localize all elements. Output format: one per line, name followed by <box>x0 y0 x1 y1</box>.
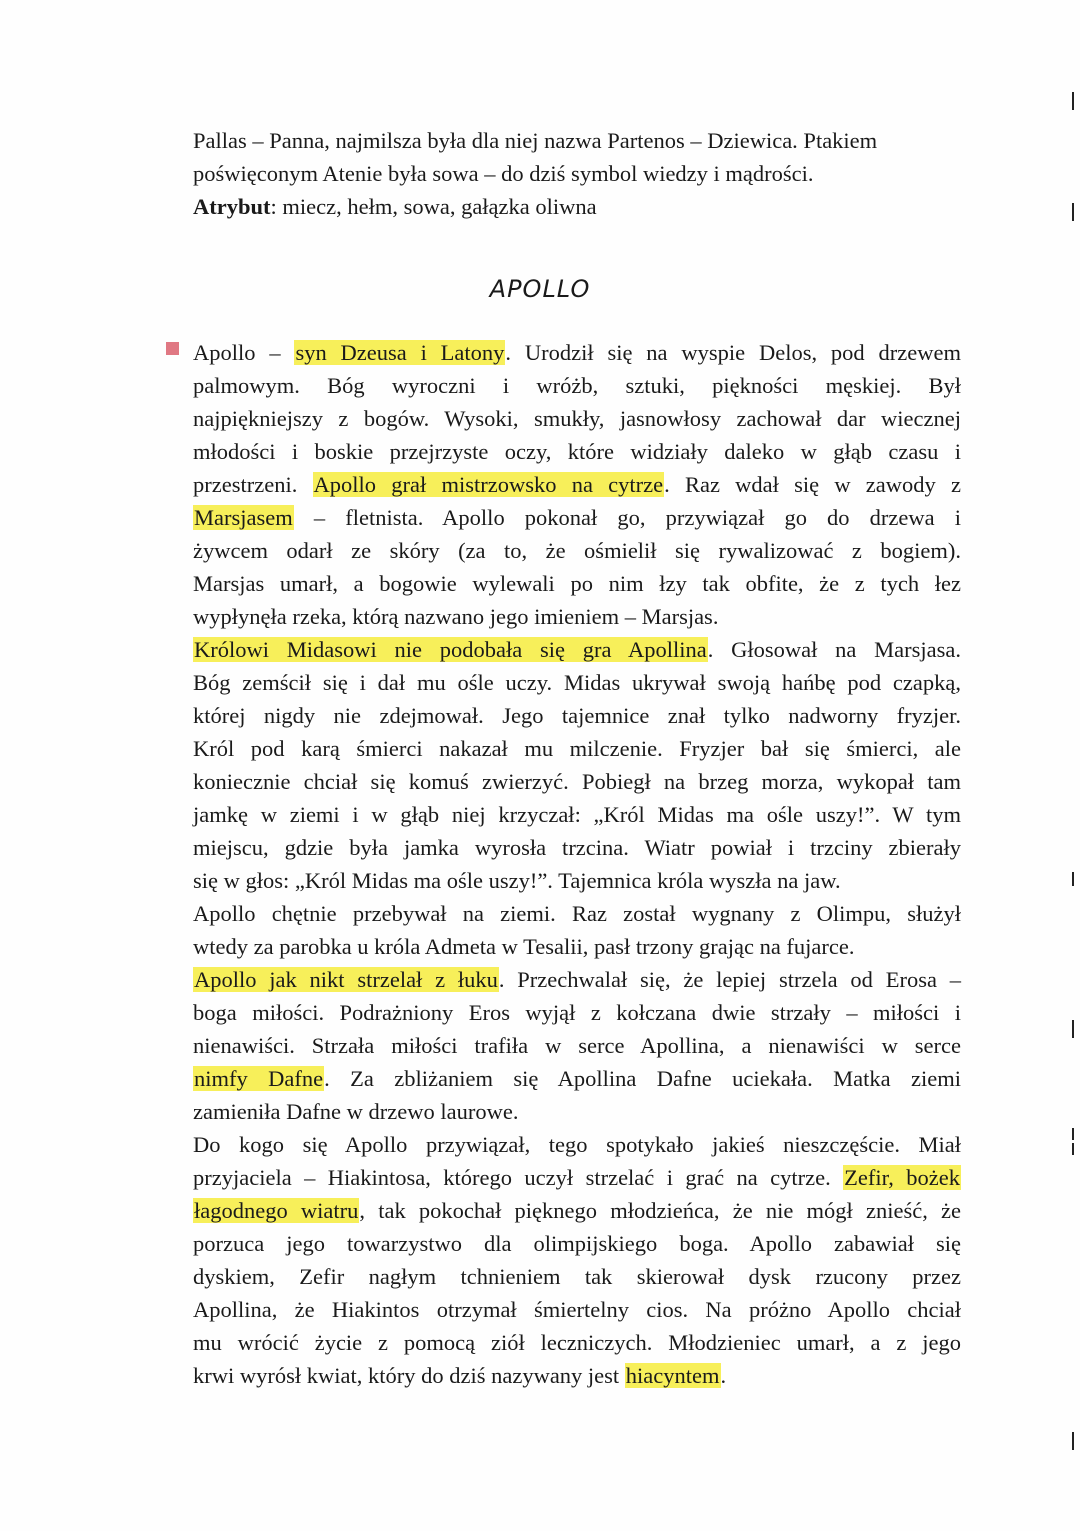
text-line: wypłynęła rzeka, którą nazwano jego imieniem – Marsjas. <box>193 604 719 629</box>
text-line <box>193 1062 961 1095</box>
highlight: Królowi Midasowi nie podobała się gra Apollina <box>194 637 707 662</box>
scan-edge-mark <box>1072 203 1074 221</box>
text-span: . Urodził się na wyspie Delos, pod drzewem <box>505 340 961 365</box>
text-line: nienawiści. Strzała miłości trafiła w serce Apollina, a nienawiści w serce <box>193 1033 961 1058</box>
scan-edge-mark <box>1072 92 1074 110</box>
attribute-line <box>193 190 961 223</box>
text-line: jamkę w ziemi i w głąb niej krzyczał: „Król Midas ma ośle uszy!”. W tym <box>193 802 961 827</box>
highlight: hiacyntem <box>625 1363 720 1388</box>
scan-edge-mark <box>1072 872 1074 886</box>
text-line: żywcem odarł ze skóry (za to, że ośmielił się rywalizować z bogiem). <box>193 538 961 563</box>
text-line: najpiękniejszy z bogów. Wysoki, smukły, jasnowłosy zachował dar wiecznej <box>193 406 961 431</box>
scan-edge-mark <box>1072 1432 1074 1450</box>
text-line: koniecznie chciał się komuś zwierzyć. Pobiegł na brzeg morza, wykopał tam <box>193 769 961 794</box>
text-line: Do kogo się Apollo przywiązał, tego spotykało jakieś nieszczęście. Miał <box>193 1132 961 1157</box>
text-line <box>193 633 961 666</box>
highlight: Apollo jak nikt strzelał z łuku <box>194 967 498 992</box>
text-line <box>193 501 961 534</box>
highlight: Marsjasem <box>194 505 293 530</box>
text-span: krwi wyrósł kwiat, który do dziś nazywany jest <box>193 1363 625 1388</box>
text-line: palmowym. Bóg wyroczni i wróżb, sztuki, piękności męskiej. Był <box>193 373 961 398</box>
bullet-icon <box>166 342 179 355</box>
text-line <box>193 1194 961 1227</box>
text-span: przyjaciela – Hiakintosa, którego uczył strzelać i grać na cytrze. <box>193 1165 844 1190</box>
text-span: . <box>720 1363 727 1388</box>
text-line: młodości i boskie przejrzyste oczy, które widziały daleko w głąb czasu i <box>193 439 961 464</box>
text-line: Bóg zemścił się i dał mu ośle uczy. Midas ukrywał swoją hańbę pod czapką, <box>193 670 961 695</box>
scan-edge-mark <box>1072 1128 1074 1140</box>
text-span: Apollo – <box>193 340 295 365</box>
text-line: wtedy za parobka u króla Admeta w Tesalii, pasł trzony grając na fujarce. <box>193 934 855 959</box>
text-line <box>193 336 961 369</box>
text-line: dyskiem, Zefir nagłym tchnieniem tak skierował dysk rzucony przez <box>193 1264 961 1289</box>
scan-edge-mark <box>1072 1020 1074 1038</box>
text-line: Apollina, że Hiakintos otrzymał śmiertelny cios. Na próżno Apollo chciał <box>193 1297 961 1322</box>
text-span: . Przechwalał się, że lepiej strzela od Erosa – <box>498 967 961 992</box>
text-span: przestrzeni. <box>193 472 313 497</box>
highlight: syn Dzeusa i Latony <box>295 340 505 365</box>
text-span: – fletnista. Apollo pokonał go, przywiązał go do drzewa i <box>293 505 961 530</box>
text-line: której nigdy nie zdejmował. Jego tajemnice znał tylko nadworny fryzjer. <box>193 703 961 728</box>
text-line: miejscu, gdzie była jamka wyrosła trzcina. Wiatr powiał i trzciny zbierały <box>193 835 961 860</box>
text-line <box>193 963 961 996</box>
text-span: . Za zbliżaniem się Apollina Dafne uciekała. Matka ziemi <box>324 1066 961 1091</box>
text-line: Marsjas umarł, a bogowie wylewali po nim łzy tak obfite, że z tych łez <box>193 571 961 596</box>
text-line: Pallas – Panna, najmilsza była dla niej nazwa Partenos – Dziewica. Ptakiem <box>193 128 878 153</box>
text-line <box>193 468 961 501</box>
text-line: porzuca jego towarzystwo dla olimpijskiego boga. Apollo zabawiał się <box>193 1231 961 1256</box>
attribute-label: Atrybut <box>193 194 271 219</box>
text-line: zamieniła Dafne w drzewo laurowe. <box>193 1099 519 1124</box>
highlight: nimfy Dafne <box>194 1066 324 1091</box>
text-line: poświęconym Atenie była sowa – do dziś symbol wiedzy i mądrości. <box>193 161 814 186</box>
highlight: łagodnego wiatru <box>194 1198 359 1223</box>
text-line: się w głos: „Król Midas ma ośle uszy!”. Tajemnica króla wyszła na jaw. <box>193 868 841 893</box>
section-title: APOLLO <box>489 275 591 303</box>
text-span: . Raz wdał się w zawody z <box>664 472 961 497</box>
text-line <box>193 1161 961 1194</box>
text-line: mu wrócić życie z pomocą ziół leczniczych. Młodzieniec umarł, a z jego <box>193 1330 961 1355</box>
text-line: Król pod karą śmierci nakazał mu milczenie. Fryzjer bał się śmierci, ale <box>193 736 961 761</box>
scan-edge-mark <box>1072 1143 1074 1155</box>
text-line <box>193 1359 961 1392</box>
text-span: , tak pokochał pięknego młodzieńca, że nie mógł znieść, że <box>359 1198 961 1223</box>
attribute-value: : miecz, hełm, sowa, gałązka oliwna <box>270 194 597 219</box>
highlight: Zefir, bożek <box>844 1165 960 1190</box>
text-line: Apollo chętnie przebywał na ziemi. Raz został wygnany z Olimpu, służył <box>193 901 961 926</box>
text-line: boga miłości. Podrażniony Eros wyjął z kołczana dwie strzały – miłości i <box>193 1000 961 1025</box>
apollo-body <box>193 336 961 1392</box>
intro-paragraph <box>193 124 961 223</box>
text-span: . Głosował na Marsjasa. <box>707 637 961 662</box>
highlight: Apollo grał mistrzowsko na cytrze <box>313 472 664 497</box>
